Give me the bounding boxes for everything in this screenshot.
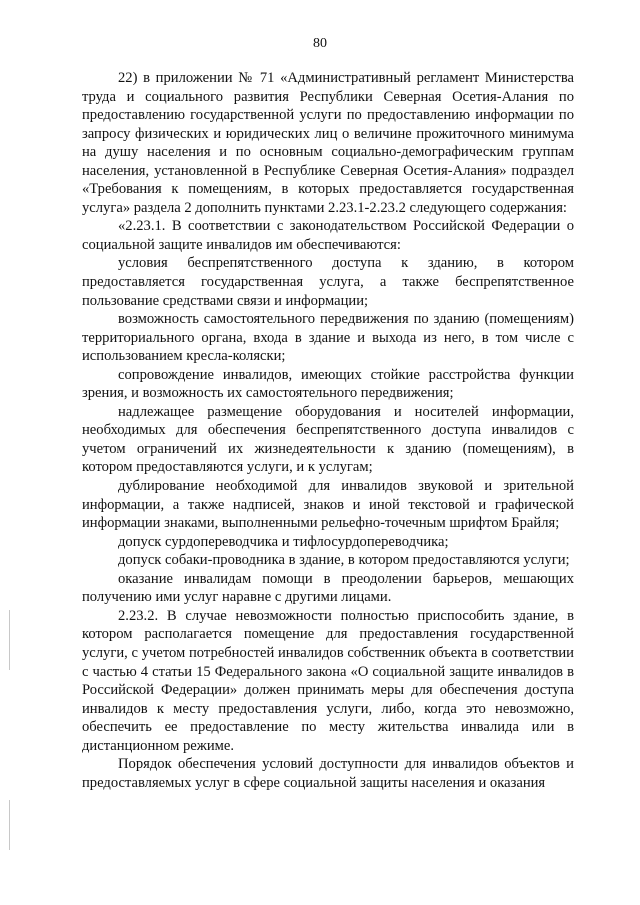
paragraph-item-22: 22) в приложении № 71 «Административный регламент Министерства труда и социального развития Республики Северная Осетия-Алания по предоставлению государственной услуги по предоставлению информации по запросу физических и юридических лиц о величине прожиточного минимума на душу населения и по основным социально-демографическим группам населения, установленной в Республике Северная Осетия-Алания» подраздел «Требования к помещениям, в которых предоставляется государственная услуга» раздела 2 дополнить пунктами 2.23.1-2.23.2 следующего содержания:: [82, 70, 574, 216]
paragraph-interpreter: допуск сурдопереводчика и тифлосурдопереводчика;: [118, 533, 449, 550]
document-body: [82, 69, 574, 792]
scan-edge-mark: [9, 610, 10, 670]
paragraph-movement: возможность самостоятельного передвижения по зданию (помещениям) территориального органа, входа в здание и выхода из него, в том числе с использованием кресла-коляски;: [82, 311, 574, 365]
scan-edge-mark: [9, 800, 10, 850]
paragraph-procedure: Порядок обеспечения условий доступности для инвалидов объектов и предоставляемых услуг в сфере социальной защиты населения и оказания: [82, 756, 574, 791]
paragraph-duplication: дублирование необходимой для инвалидов звуковой и зрительной информации, а также надписей, знаков и иной текстовой и графической информации знаками, выполненными рельефно-точечным шрифтом Брайля;: [82, 478, 574, 532]
paragraph-escort: сопровождение инвалидов, имеющих стойкие расстройства функции зрения, и возможность их самостоятельного передвижения;: [82, 366, 574, 402]
paragraph-equipment: надлежащее размещение оборудования и носителей информации, необходимых для обеспечения беспрепятственного доступа инвалидов с учетом ограничений их жизнедеятельности к зданию (помещениям), в котором предоставляются услуги, и к услугам;: [82, 403, 574, 476]
paragraph-access-conditions: условия беспрепятственного доступа к зданию, в котором предоставляется государственная услуга, а также беспрепятственное пользование средствами связи и информации;: [82, 255, 574, 309]
paragraph-2-23-1: «2.23.1. В соответствии с законодательством Российской Федерации о социальной защите инвалидов им обеспечиваются:: [82, 218, 574, 253]
page-number: 80: [313, 36, 327, 51]
paragraph-guide-dog: допуск собаки-проводника в здание, в котором предоставляются услуги;: [118, 552, 570, 569]
paragraph-2-23-2: 2.23.2. В случае невозможности полностью приспособить здание, в котором располагается помещение для предоставления государственной услуги, с учетом потребностей инвалидов собственник объекта в соответствии с частью 4 статьи 15 Федерального закона «О социальной защите инвалидов в Российской Федерации» должен принимать меры для обеспечения доступа инвалидов к месту предоставления услуги, либо, когда это невозможно, обеспечить ее предоставление по месту жительства инвалида или в дистанционном режиме.: [82, 607, 574, 754]
paragraph-assistance: оказание инвалидам помощи в преодолении барьеров, мешающих получению ими услуг наравне с другими лицами.: [82, 570, 574, 606]
